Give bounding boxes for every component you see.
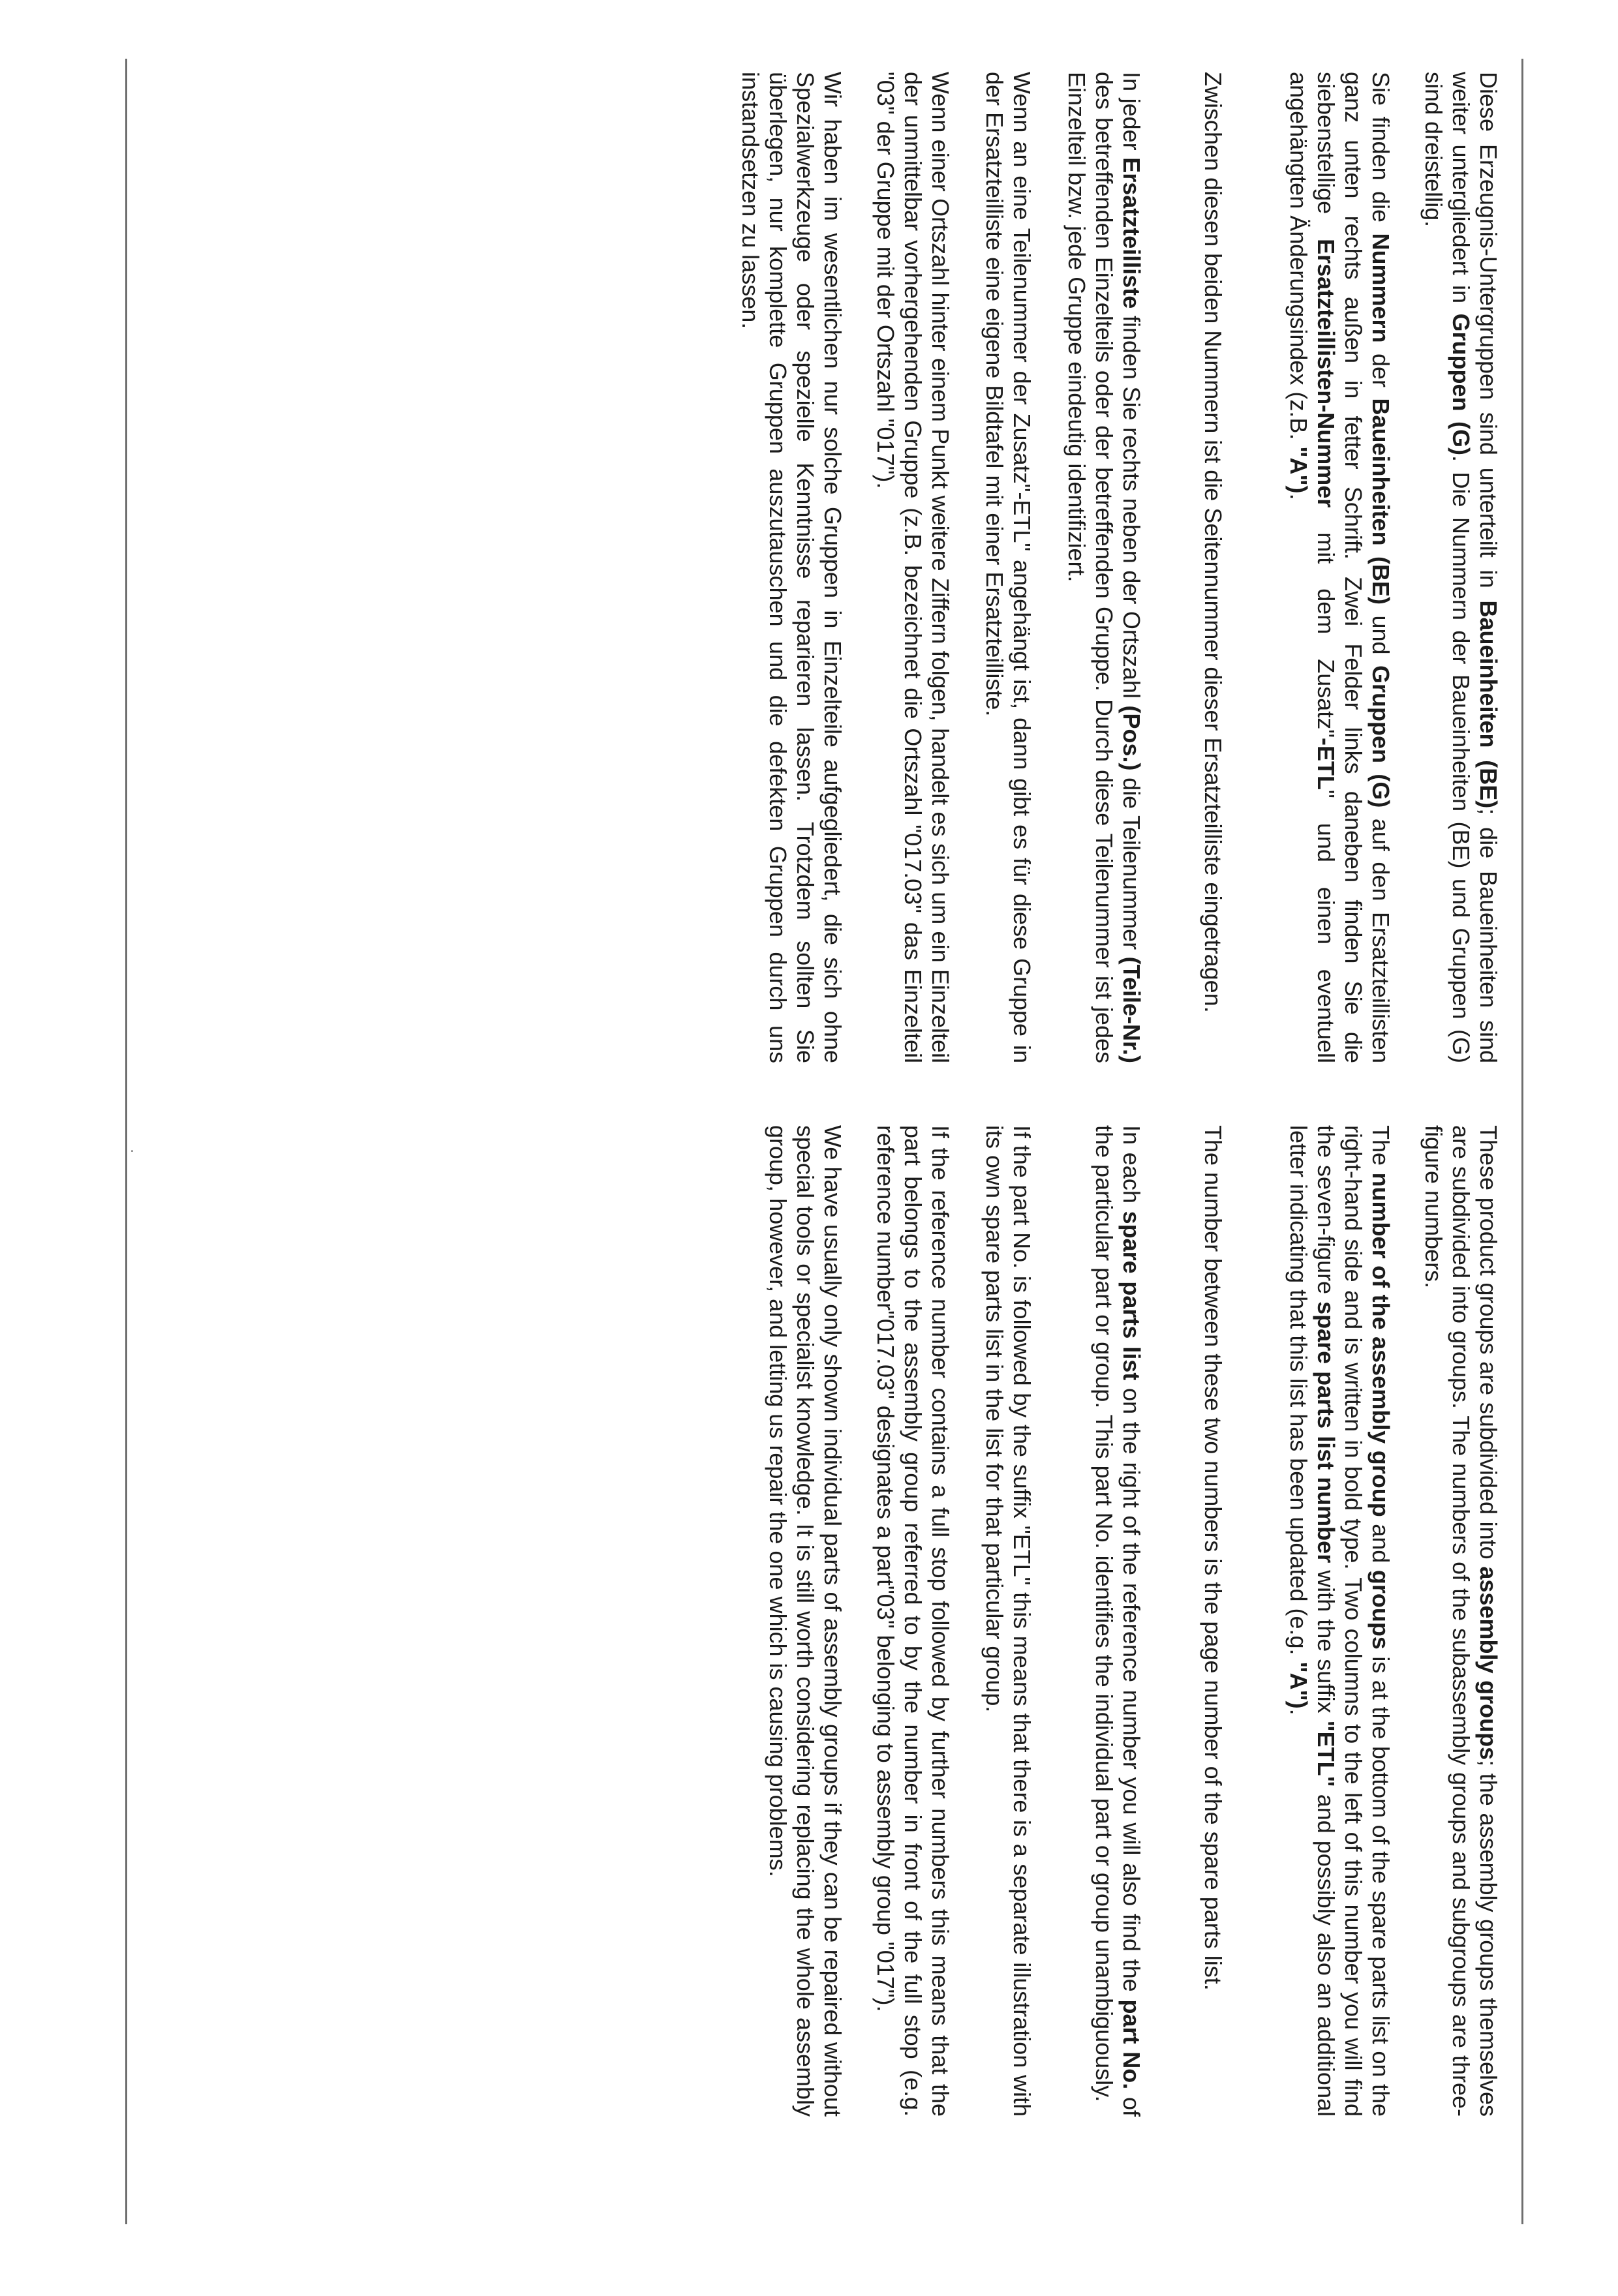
de-paragraph-3: Zwischen diesen beiden Nummern ist die Seitennummer dieser Ersatzteilliste eingetragen. [1200,72,1227,1013]
bottom-rule [125,59,127,2224]
en-paragraph-4: In each spare parts list on the right of the reference number you will also find the part No. of the particular part or group. This part No. identifies the individual part or group unambiguously. [1091,1125,1145,2117]
en-paragraph-6: If the reference number contains a full stop followed by further numbers this means that the part belongs to the assembly group referred to by the number in front of the full stop (e.g. reference number"017.03" designates a part"03" belonging to assembly group "017"). [872,1125,954,2117]
de-paragraph-2: Sie finden die Nummern der Baueinheiten (BE) und Gruppen (G) auf den Ersatzteillisten ganz unten rechts außen in fetter Schrift. Zwei Felder links daneben finden Sie die siebenstellige Ersatzteillisten-Nummer mit dem Zusatz"-ETL" und einen eventuell angehängten Änderungsindex (z.B. "A"). [1285,72,1394,1063]
en-paragraph-5: If the part No. is followed by the suffix "ETL" this means that there is a separate illustration with its own spare parts list in the list for that particular group. [981,1125,1035,2117]
en-paragraph-3: The number between these two numbers is the page number of the spare parts list. [1200,1125,1227,1991]
scan-speck: · [123,1148,144,1155]
top-rule [1521,59,1523,2224]
en-paragraph-7: We have usually only shown individual parts of assembly groups if they can be repaired without special tools or specialist knowledge. It is still worth considering replacing the whole assembly group, however, and letting us repair the one which is causing problems. [765,1125,846,2117]
de-paragraph-7: Wir haben im wesentlichen nur solche Gruppen in Einzelteile aufgegliedert, die sich ohne Spezialwerkzeuge oder spezielle Kenntnisse reparieren lassen. Trotzdem sollten Sie überlegen, nur komplette Gruppen auszutauschen und die defekten Gruppen durch uns instandsetzen zu lassen. [737,72,846,1063]
de-paragraph-6: Wenn einer Ortszahl hinter einem Punkt weitere Ziffern folgen, handelt es sich um ein Einzelteil der unmittelbar vorhergehenden Gruppe (z.B. bezeichnet die Ortszahl "017.03" das Einzelteil "03" der Gruppe mit der Ortszahl "017"). [872,72,954,1063]
de-paragraph-1: Diese Erzeugnis-Untergruppen sind unterteilt in Baueinheiten (BE); die Baueinheiten sind weiter untergliedert in Gruppen (G). Die Nummern der Baueinheiten (BE) und Gruppen (G) sind dreistellig. [1420,72,1502,1064]
en-paragraph-2: The number of the assembly group and groups is at the bottom of the spare parts list on the right-hand side and is written in bold type. Two columns to the left of this number you will find the seven-figure spare parts list number with the suffix "ETL" and possibly also an additional letter indicating that this list has been updated (e.g. "A"). [1285,1125,1394,2117]
de-paragraph-4: In jeder Ersatzteilliste finden Sie rechts neben der Ortszahl (Pos.) die Teilenummer (Teile-Nr.) des betreffenden Einzelteils oder der betreffenden Gruppe. Durch diese Teilenummer ist jedes Einzelteil bzw. jede Gruppe eindeutig identifiziert. [1063,72,1145,1063]
de-paragraph-5: Wenn an eine Teilenummer der Zusatz"-ETL" angehängt ist, dann gibt es für diese Gruppe in der Ersatzteilliste eine eigene Bildtafel mit einer Ersatzteilliste. [981,72,1035,1063]
en-paragraph-1: These product groups are subdivided into assembly groups; the assembly groups themselves are subdivided into groups. The numbers of the subassembly groups and subgroups are three-figure numbers. [1420,1125,1502,2117]
